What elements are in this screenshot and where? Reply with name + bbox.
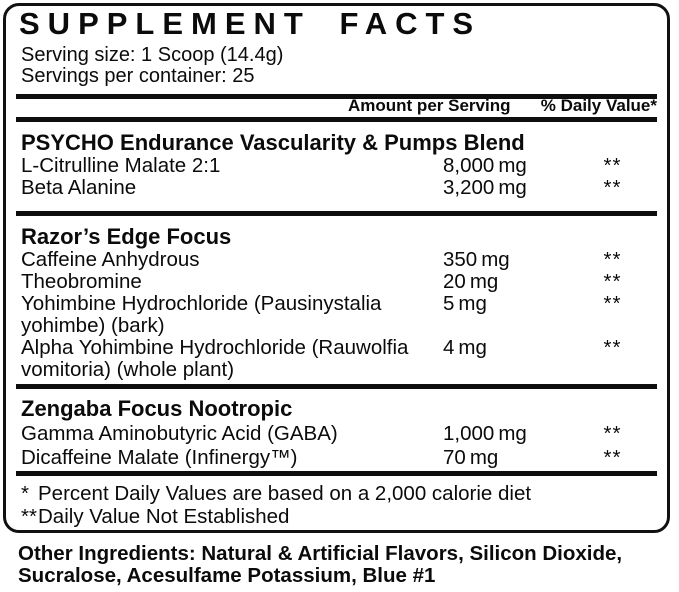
amount-unit: mg bbox=[469, 446, 499, 469]
footnote-marker: * bbox=[21, 482, 29, 505]
ingredient-row bbox=[16, 249, 657, 271]
footnotes bbox=[21, 482, 657, 528]
daily-value: ** bbox=[603, 248, 622, 271]
amount-value: 8,000 bbox=[443, 154, 495, 177]
daily-value: ** bbox=[603, 176, 622, 199]
amount-value: 20 bbox=[443, 270, 466, 293]
serving-size: Serving size: 1 Scoop (14.4g) bbox=[21, 44, 284, 66]
column-header-daily-value: % Daily Value* bbox=[540, 96, 657, 115]
ingredient-row bbox=[16, 447, 657, 469]
amount-value: 4 bbox=[443, 336, 455, 359]
footnote-marker: ** bbox=[21, 505, 37, 528]
amount-unit: mg bbox=[458, 292, 487, 315]
amount-value: 3,200 bbox=[443, 176, 495, 199]
footnote-not-established bbox=[21, 505, 657, 528]
daily-value: ** bbox=[603, 422, 622, 445]
ingredient-row bbox=[16, 271, 657, 293]
column-headers bbox=[16, 96, 657, 117]
servings-per-container: Servings per container: 25 bbox=[21, 65, 255, 87]
ingredient-amount bbox=[428, 423, 568, 445]
section-heading: PSYCHO Endurance Vascularity & Pumps Blend bbox=[21, 130, 525, 155]
ingredient-name: Dicaffeine Malate (Infinergy™) bbox=[21, 446, 298, 469]
ingredient-row bbox=[16, 423, 657, 445]
amount-unit: mg bbox=[498, 176, 527, 199]
ingredient-amount bbox=[428, 177, 568, 199]
ingredient-row bbox=[16, 177, 657, 199]
section-heading: Razor’s Edge Focus bbox=[21, 224, 232, 249]
amount-value: 70 bbox=[443, 446, 466, 469]
ingredient-name: Beta Alanine bbox=[21, 176, 137, 199]
other-ingredients: Other Ingredients: Natural & Artificial Flavors, Silicon Dioxide, Sucralose, Acesulfame Potassium, Blue #1 bbox=[18, 542, 623, 587]
footnote-daily-values bbox=[21, 482, 657, 505]
daily-value: ** bbox=[603, 292, 622, 315]
ingredient-row bbox=[16, 155, 657, 177]
daily-value: ** bbox=[603, 154, 622, 177]
amount-unit: mg bbox=[498, 154, 527, 177]
amount-unit: mg bbox=[458, 336, 487, 359]
ingredient-name: Alpha Yohimbine Hydrochloride (Rauwolfia vomitoria) (whole plant) bbox=[21, 336, 409, 381]
ingredient-name: Gamma Aminobutyric Acid (GABA) bbox=[21, 422, 338, 445]
daily-value: ** bbox=[603, 270, 622, 293]
section-focus-blend bbox=[16, 225, 657, 381]
ingredient-amount bbox=[428, 447, 568, 469]
ingredient-amount bbox=[428, 249, 568, 271]
ingredient-amount bbox=[428, 337, 568, 359]
ingredient-row bbox=[16, 337, 657, 381]
section-pumps-blend bbox=[16, 131, 657, 199]
amount-value: 5 bbox=[443, 292, 455, 315]
footnote-text: Percent Daily Values are based on a 2,000 calorie diet bbox=[38, 482, 532, 505]
ingredient-name: Yohimbine Hydrochloride (Pausinystalia yohimbe) (bark) bbox=[21, 292, 382, 337]
divider-bar bbox=[16, 384, 657, 389]
supplement-facts-panel bbox=[3, 3, 670, 533]
ingredient-row bbox=[16, 293, 657, 337]
daily-value: ** bbox=[603, 336, 622, 359]
divider-bar bbox=[16, 211, 657, 216]
divider-bar bbox=[16, 117, 657, 122]
section-heading: Zengaba Focus Nootropic bbox=[21, 396, 293, 421]
ingredient-amount bbox=[428, 271, 568, 293]
amount-value: 1,000 bbox=[443, 422, 495, 445]
amount-unit: mg bbox=[481, 248, 510, 271]
divider-bar bbox=[16, 471, 657, 476]
amount-unit: mg bbox=[469, 270, 499, 293]
ingredient-name: Caffeine Anhydrous bbox=[21, 248, 200, 271]
ingredient-name: Theobromine bbox=[21, 270, 142, 293]
ingredient-amount bbox=[428, 155, 568, 177]
ingredient-amount bbox=[428, 293, 568, 315]
section-nootropic-blend bbox=[16, 397, 657, 469]
column-header-amount: Amount per Serving bbox=[348, 96, 511, 115]
amount-value: 350 bbox=[443, 248, 478, 271]
panel-title: SUPPLEMENT FACTS bbox=[19, 6, 482, 41]
ingredient-name: L-Citrulline Malate 2:1 bbox=[21, 154, 221, 177]
daily-value: ** bbox=[603, 446, 622, 469]
amount-unit: mg bbox=[498, 422, 527, 445]
footnote-text: Daily Value Not Established bbox=[38, 505, 290, 528]
